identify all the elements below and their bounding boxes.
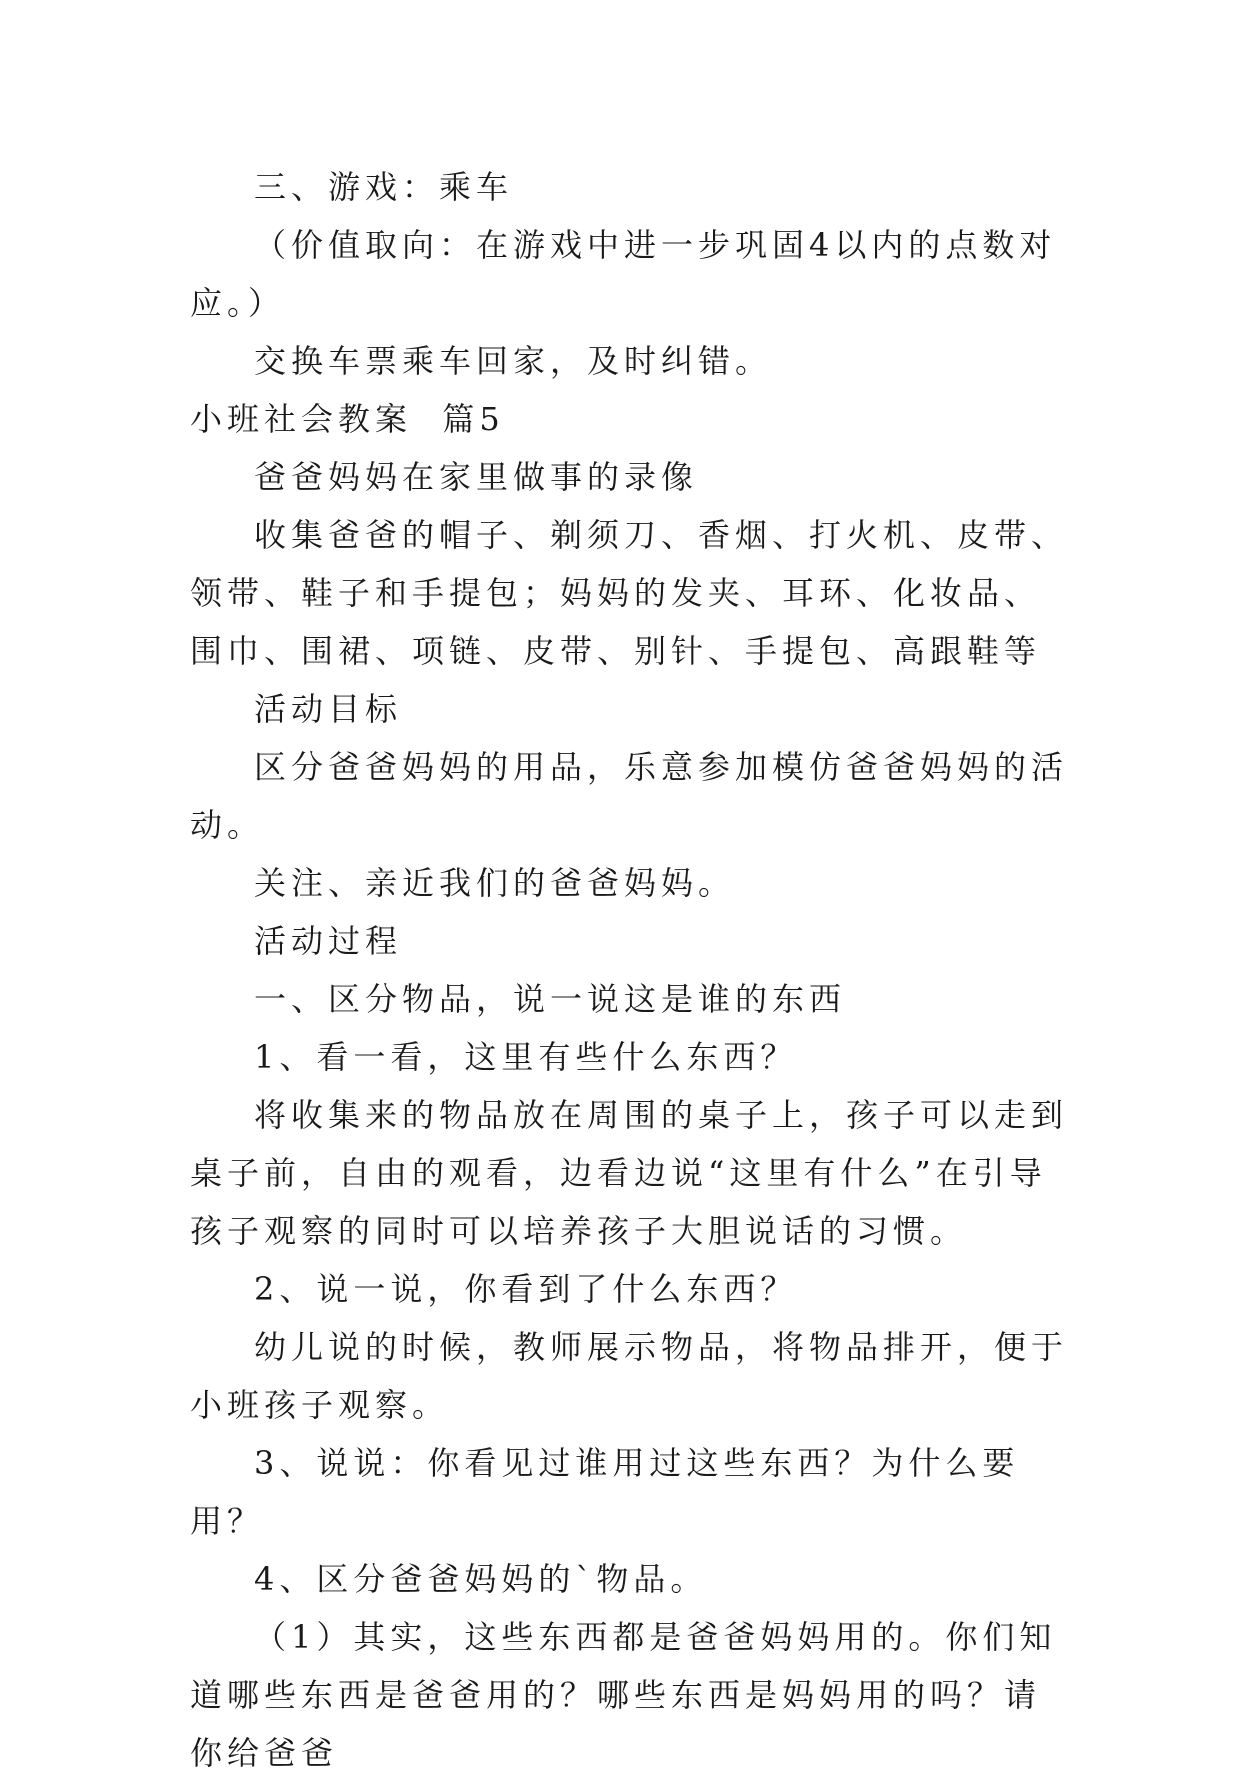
document-body bbox=[190, 158, 1070, 1782]
paragraph-exchange-tickets: 交换车票乘车回家，及时纠错。 bbox=[254, 342, 773, 380]
paragraph-step-1-heading: 一、区分物品，说一说这是谁的东西 bbox=[254, 980, 847, 1018]
paragraph-step-1-2: 2、说一说，你看到了什么东西？ bbox=[254, 1270, 798, 1308]
paragraph-step-1-1-detail: 将收集来的物品放在周围的桌子上，孩子可以走到桌子前，自由的观看，边看边说“这里有什么”在引导孩子观察的同时可以培养孩子大胆说话的习惯。 bbox=[190, 1096, 1069, 1250]
paragraph-step-1-2-detail: 幼儿说的时候，教师展示物品，将物品排开，便于小班孩子观察。 bbox=[190, 1328, 1069, 1424]
paragraph-goal-1: 区分爸爸妈妈的用品，乐意参加模仿爸爸妈妈的活动。 bbox=[190, 748, 1069, 844]
paragraph-step-1-3: 3、说说：你看见过谁用过这些东西？为什么要用？ bbox=[190, 1444, 1020, 1540]
section-title: 小班社会教案 篇5 bbox=[190, 400, 505, 438]
paragraph-video: 爸爸妈妈在家里做事的录像 bbox=[254, 458, 699, 496]
paragraph-goal-2: 关注、亲近我们的爸爸妈妈。 bbox=[254, 864, 736, 902]
paragraph-value-orientation: （价值取向：在游戏中进一步巩固4以内的点数对应。） bbox=[190, 226, 1057, 322]
paragraph-step-1-4: 4、区分爸爸妈妈的`物品。 bbox=[254, 1560, 708, 1598]
paragraph-process-heading: 活动过程 bbox=[254, 922, 403, 960]
paragraph-collect-items: 收集爸爸的帽子、剃须刀、香烟、打火机、皮带、领带、鞋子和手提包；妈妈的发夹、耳环、化妆品、围巾、围裙、项链、皮带、别针、手提包、高跟鞋等 bbox=[190, 516, 1069, 670]
paragraph-step-1-1: 1、看一看，这里有些什么东西？ bbox=[254, 1038, 798, 1076]
paragraph-step-1-4-1: （1）其实，这些东西都是爸爸妈妈用的。你们知道哪些东西是爸爸用的？哪些东西是妈妈用的吗？请你给爸爸 bbox=[190, 1618, 1057, 1772]
paragraph-goals-heading: 活动目标 bbox=[254, 690, 403, 728]
paragraph-game-heading: 三、游戏：乘车 bbox=[254, 168, 514, 206]
